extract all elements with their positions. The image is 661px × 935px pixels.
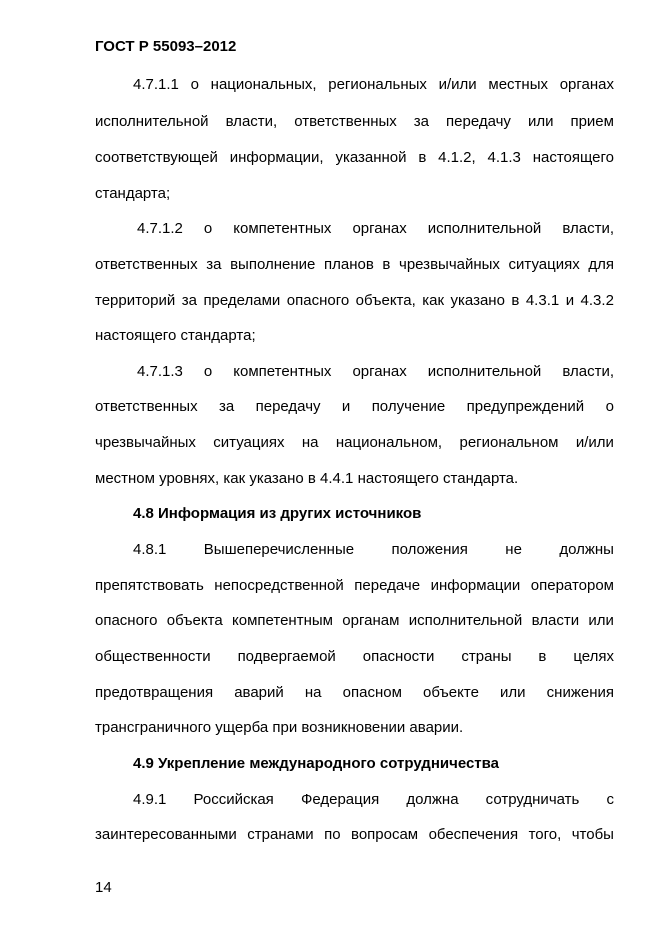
word: власти, (562, 220, 614, 237)
paragraph-line (95, 292, 614, 310)
word: прием (570, 113, 614, 130)
word: о (203, 363, 213, 380)
word: в (538, 648, 547, 665)
word: по (324, 826, 341, 843)
word: органах (352, 363, 407, 380)
word: о (605, 398, 614, 415)
page-number: 14 (95, 879, 112, 896)
word: не (505, 541, 522, 558)
word: 4.3.1 (525, 292, 560, 309)
word: органам (342, 612, 400, 629)
word: компетентных (233, 220, 332, 237)
word: выполнение (230, 256, 316, 273)
word: опасного (286, 292, 350, 309)
word: с (606, 791, 614, 808)
word: Российская (193, 791, 274, 808)
word: 4.7.1.3 (137, 363, 183, 380)
word: получение (371, 398, 446, 415)
word: национальном, (335, 434, 443, 451)
word: 4.7.1.2 (137, 220, 183, 237)
paragraph-line (95, 826, 614, 844)
word: национальных, (210, 76, 317, 93)
word: региональном (459, 434, 559, 451)
paragraph-line (137, 220, 614, 238)
word: информации (430, 577, 521, 594)
word: региональных (328, 76, 427, 93)
word: в (511, 292, 520, 309)
word: за (218, 398, 235, 415)
word: объекте (423, 684, 479, 701)
word: в (418, 149, 427, 166)
word: пределами (203, 292, 281, 309)
word: указано (450, 292, 505, 309)
word: или (527, 113, 554, 130)
paragraph-line: трансграничного ущерба при возникновении аварии. (95, 719, 464, 736)
word: объекта, (355, 292, 416, 309)
word: и/или (438, 76, 477, 93)
word: препятствовать (95, 577, 204, 594)
paragraph-line (95, 684, 614, 702)
word: исполнительной (408, 612, 523, 629)
word: передачу (446, 113, 511, 130)
paragraph-line (137, 363, 614, 381)
paragraph-line (95, 149, 614, 167)
word: исполнительной (427, 363, 542, 380)
paragraph-line (95, 612, 614, 630)
document-header: ГОСТ Р 55093–2012 (95, 38, 237, 55)
word: настоящего (532, 149, 614, 166)
word: Федерация (300, 791, 380, 808)
word: 4.1.2, (438, 149, 476, 166)
word: того, (528, 826, 562, 843)
word: органах (559, 76, 614, 93)
word: должна (406, 791, 459, 808)
paragraph-line: местном уровнях, как указано в 4.4.1 настоящего стандарта. (95, 470, 519, 487)
word: передачу (255, 398, 321, 415)
word: ситуациях (508, 256, 580, 273)
word: ответственных (95, 398, 198, 415)
word: исполнительной (427, 220, 542, 237)
word: и (565, 292, 575, 309)
word: территорий (95, 292, 176, 309)
word: власти, (562, 363, 614, 380)
word: 4.9.1 (133, 791, 167, 808)
word: Вышеперечисленные (203, 541, 355, 558)
word: исполнительной (95, 113, 209, 130)
paragraph-line (95, 648, 614, 666)
word: для (588, 256, 614, 273)
word: вопросам (351, 826, 419, 843)
word: объекта (166, 612, 223, 629)
paragraph-line (95, 256, 614, 274)
word: компетентным (232, 612, 333, 629)
section-heading-4-8: 4.8 Информация из других источников (133, 505, 422, 522)
word: или (500, 684, 526, 701)
word: непосредственной (214, 577, 344, 594)
word: компетентных (233, 363, 332, 380)
word: 4.7.1.1 (133, 76, 179, 93)
word: чрезвычайных (399, 256, 500, 273)
word: опасном (342, 684, 402, 701)
word: о (203, 220, 213, 237)
paragraph-line (133, 791, 614, 809)
paragraph-line (95, 577, 614, 595)
word: подвергаемой (237, 648, 336, 665)
word: 4.8.1 (133, 541, 167, 558)
word: за (206, 256, 222, 273)
word: сотрудничать (485, 791, 580, 808)
word: обеспечения (428, 826, 519, 843)
word: оператором (530, 577, 614, 594)
word: информации, (229, 149, 324, 166)
paragraph-line (133, 541, 614, 559)
word: ответственных (95, 256, 198, 273)
word: указанной (335, 149, 407, 166)
word: общественности (95, 648, 211, 665)
paragraph-line (133, 76, 614, 94)
section-heading-4-9: 4.9 Укрепление международного сотрудничества (133, 755, 500, 772)
word: на (301, 434, 319, 451)
word: ситуациях (213, 434, 285, 451)
paragraph-line (95, 434, 614, 452)
word: в (382, 256, 391, 273)
word: предупреждений (466, 398, 585, 415)
word: аварий (234, 684, 284, 701)
word: чрезвычайных (95, 434, 196, 451)
word: власти (531, 612, 580, 629)
word: за (413, 113, 430, 130)
word: о (190, 76, 199, 93)
word: страны (461, 648, 512, 665)
paragraph-line: настоящего стандарта; (95, 327, 256, 344)
word: органах (352, 220, 407, 237)
word: чтобы (571, 826, 614, 843)
paragraph-line (95, 398, 614, 416)
word: должны (559, 541, 614, 558)
word: соответствующей (95, 149, 218, 166)
word: планов (323, 256, 374, 273)
word: положения (391, 541, 468, 558)
word: на (304, 684, 322, 701)
word: за (181, 292, 197, 309)
word: как (422, 292, 445, 309)
word: 4.3.2 (580, 292, 614, 309)
word: ответственных (294, 113, 397, 130)
word: и (341, 398, 351, 415)
paragraph-line (95, 113, 614, 131)
word: власти, (225, 113, 278, 130)
word: местных (488, 76, 548, 93)
word: и/или (575, 434, 614, 451)
word: или (588, 612, 614, 629)
word: передаче (354, 577, 421, 594)
word: снижения (546, 684, 614, 701)
word: предотвращения (95, 684, 214, 701)
word: странами (247, 826, 314, 843)
word: опасности (362, 648, 435, 665)
word: 4.1.3 (487, 149, 521, 166)
paragraph-line: стандарта; (95, 185, 171, 202)
word: опасного (95, 612, 158, 629)
word: заинтересованными (95, 826, 237, 843)
word: целях (573, 648, 614, 665)
